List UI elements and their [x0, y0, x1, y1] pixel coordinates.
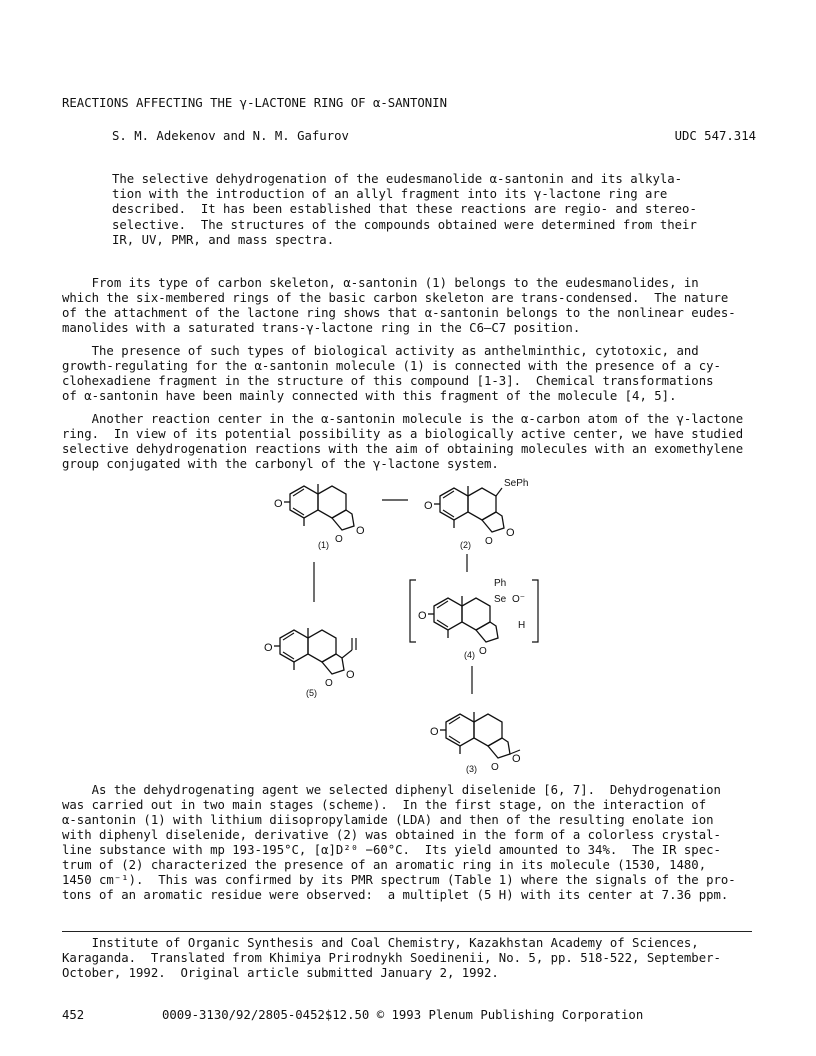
- oxygen-label: O: [264, 642, 273, 654]
- oxygen-label: O: [346, 669, 355, 681]
- copyright-line: 0009-3130/92/2805-0452$12.50 © 1993 Plenum Publishing Corporation: [162, 1008, 644, 1022]
- body-line: selective dehydrogenation reactions with the aim of obtaining molecules with an exomethylene: [62, 442, 744, 456]
- body-line: tons of an aromatic residue were observed: a multiplet (5 H) with its center at 7.36 ppm.: [62, 888, 729, 902]
- abstract-line: tion with the introduction of an allyl fragment into its γ-lactone ring are: [112, 187, 668, 202]
- footnote: [62, 936, 762, 981]
- o-minus-label: O⁻: [512, 594, 526, 605]
- paragraph-3: [62, 412, 762, 472]
- oxygen-label: O: [485, 536, 493, 547]
- body-line: which the six-membered rings of the basic carbon skeleton are trans-condensed. The nature: [62, 291, 729, 305]
- label-2: (2): [460, 540, 471, 550]
- abstract-line: The selective dehydrogenation of the eudesmanolide α-santonin and its alkyla-: [112, 172, 683, 186]
- h-label: H: [518, 620, 526, 631]
- label-1: (1): [318, 540, 329, 550]
- label-3: (3): [466, 764, 477, 774]
- body-line: Another reaction center in the α-santonin molecule is the α-carbon atom of the γ-lactone: [62, 412, 744, 426]
- body-line: The presence of such types of biological activity as anthelminthic, cytotoxic, and: [62, 344, 699, 358]
- udc-code: UDC 547.314: [674, 129, 756, 143]
- body-line: group conjugated with the carbonyl of the γ-lactone system.: [62, 457, 499, 471]
- body-line: of α-santonin have been mainly connected with this fragment of the molecule [4, 5].: [62, 389, 677, 403]
- bracket-left: [410, 580, 416, 642]
- oxygen-label: O: [335, 534, 343, 545]
- body-line: line substance with mp 193-195°C, [α]D²⁰ −60°C. Its yield amounted to 34%. The IR spec-: [62, 843, 721, 857]
- paragraph-1: [62, 276, 762, 336]
- oxygen-label: O: [491, 762, 499, 773]
- body-line: growth-regulating for the α-santonin molecule (1) is connected with the presence of a cy-: [62, 359, 721, 373]
- body-line: clohexadiene fragment in the structure of this compound [1-3]. Chemical transformations: [62, 374, 714, 388]
- paragraph-2: [62, 344, 762, 404]
- oxygen-label: O: [325, 678, 333, 689]
- label-4: (4): [464, 650, 475, 660]
- authors: S. M. Adekenov and N. M. Gafurov: [112, 129, 349, 143]
- ph-label: Ph: [494, 578, 507, 589]
- oxygen-label: O: [424, 500, 433, 512]
- body-line: trum of (2) characterized the presence of an aromatic ring in its molecule (1530, 1480,: [62, 858, 707, 872]
- footer-divider: [62, 931, 752, 932]
- compound-5: [264, 628, 356, 689]
- abstract-line: selective. The structures of the compounds obtained were determined from their: [112, 217, 697, 232]
- page-number: 452: [62, 1008, 85, 1022]
- body-line: 1450 cm⁻¹). This was confirmed by its PMR spectrum (Table 1) where the signals of the pro-: [62, 873, 736, 887]
- body-line: From its type of carbon skeleton, α-santonin (1) belongs to the eudesmanolides, in: [62, 276, 699, 290]
- compound-1: [274, 484, 365, 545]
- oxygen-label: O: [418, 610, 427, 622]
- article-title: REACTIONS AFFECTING THE γ-LACTONE RING OF α-SANTONIN: [62, 96, 447, 110]
- footnote-line: Karaganda. Translated from Khimiya Prirodnykh Soedinenii, No. 5, pp. 518-522, September-: [62, 951, 721, 965]
- sephe-label: SePh: [504, 478, 529, 489]
- abstract-line: described. It has been established that these reactions are regio- and stereo-: [112, 202, 697, 217]
- reaction-scheme: [250, 474, 570, 774]
- body-line: of the attachment of the lactone ring shows that α-santonin belongs to the nonlinear eudes-: [62, 306, 736, 320]
- footnote-line: October, 1992. Original article submitted January 2, 1992.: [62, 966, 499, 980]
- compound-2: [424, 478, 528, 547]
- footnote-line: Institute of Organic Synthesis and Coal Chemistry, Kazakhstan Academy of Sciences,: [62, 936, 699, 950]
- paragraph-4: [62, 783, 762, 903]
- se-label: Se: [494, 594, 507, 605]
- oxygen-label: O: [512, 753, 521, 765]
- oxygen-label: O: [479, 646, 487, 657]
- body-line: was carried out in two main stages (scheme). In the first stage, on the interaction of: [62, 798, 707, 812]
- abstract: [112, 172, 712, 248]
- body-line: manolides with a saturated trans-γ-lactone ring in the C6—C7 position.: [62, 321, 581, 335]
- body-line: with diphenyl diselenide, derivative (2) was obtained in the form of a colorless crystal-: [62, 828, 721, 842]
- body-line: As the dehydrogenating agent we selected diphenyl diselenide [6, 7]. Dehydrogenation: [62, 783, 721, 797]
- label-5: (5): [306, 688, 317, 698]
- body-line: ring. In view of its potential possibility as a biologically active center, we have studied: [62, 427, 744, 441]
- abstract-line: IR, UV, PMR, and mass spectra.: [112, 232, 335, 247]
- oxygen-label: O: [506, 527, 515, 539]
- body-line: α-santonin (1) with lithium diisopropylamide (LDA) and then of the resulting enolate ion: [62, 813, 714, 827]
- bracket-right: [532, 580, 538, 642]
- oxygen-label: O: [356, 525, 365, 537]
- oxygen-label: O: [274, 498, 283, 510]
- compound-4: [418, 578, 525, 657]
- oxygen-label: O: [430, 726, 439, 738]
